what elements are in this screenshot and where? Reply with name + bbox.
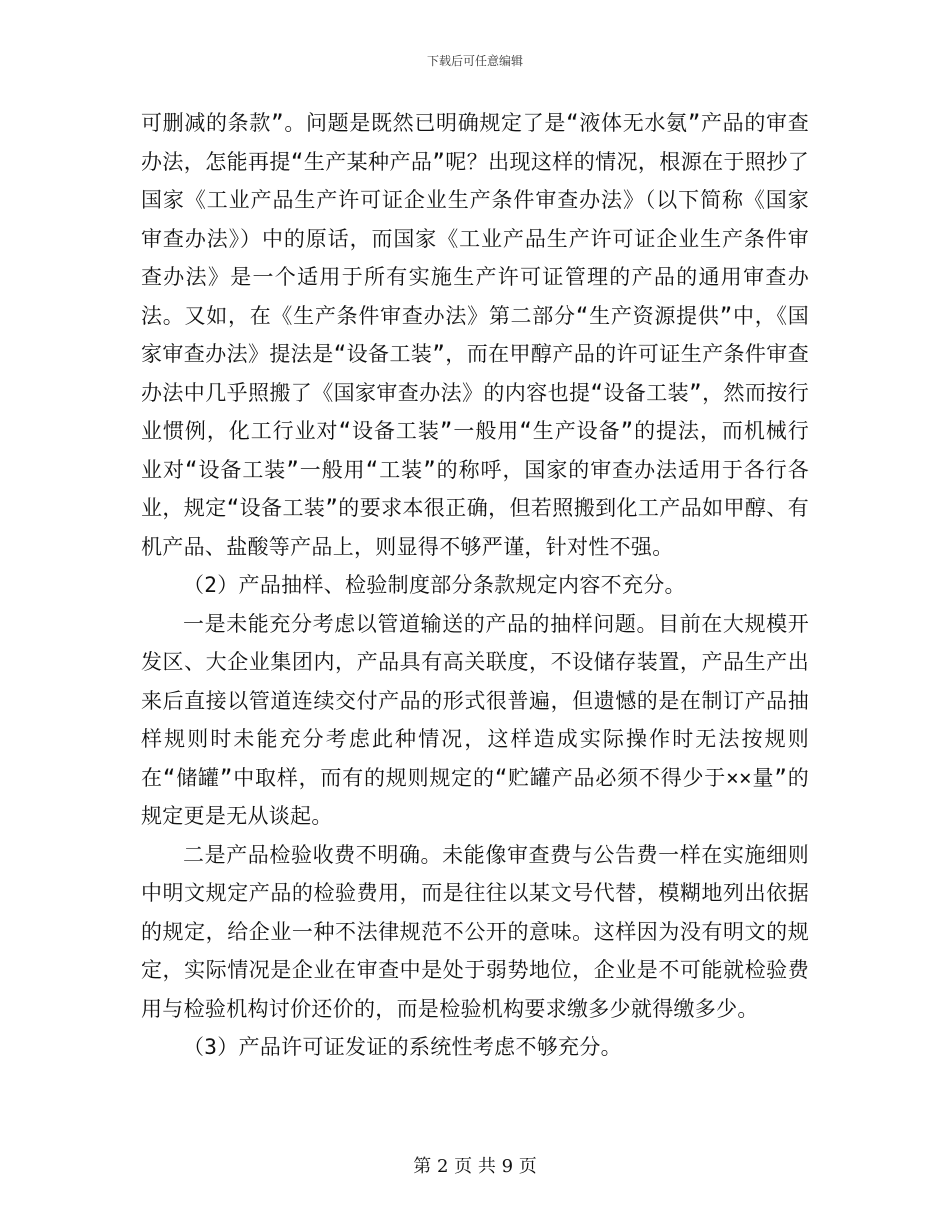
paragraph-section-2-heading: （2）产品抽样、检验制度部分条款规定内容不充分。	[183, 573, 686, 597]
page-number-footer: 第 2 页 共 9 页	[413, 1156, 537, 1177]
document-body	[141, 104, 809, 1067]
paragraph-section-3-heading: （3）产品许可证发证的系统性考虑不够充分。	[183, 1035, 622, 1059]
paragraph-sampling-issue: 一是未能充分考虑以管道输送的产品的抽样问题。目前在大规模开发区、大企业集团内，产品具有高关联度，不设储存装置，产品生产出来后直接以管道连续交付产品的形式很普遍，但遗憾的是在制订产品抽样规则时未能充分考虑此种情况，这样造成实际操作时无法按规则在“储罐”中取样，而有的规则规定的“贮罐产品必须不得少于××量”的规定更是无从谈起。	[141, 611, 809, 828]
paragraph-inspection-fee-issue: 二是产品检验收费不明确。未能像审查费与公告费一样在实施细则中明文规定产品的检验费用，而是往往以某文号代替，模糊地列出依据的规定，给企业一种不法律规范不公开的意味。这样因为没有明文的规定，实际情况是企业在审查中是处于弱势地位，企业是不可能就检验费用与检验机构讨价还价的，而是检验机构要求缴多少就得缴多少。	[141, 842, 809, 1021]
page-header: 下载后可任意编辑	[426, 54, 523, 68]
paragraph-continued-text: 可删减的条款”。问题是既然已明确规定了是“液体无水氨”产品的审查办法，怎能再提“生产某种产品”呢？出现这样的情况，根源在于照抄了国家《工业产品生产许可证企业生产条件审查办法》（以下简称《国家审查办法》）中的原话，而国家《工业产品生产许可证企业生产条件审查办法》是一个适用于所有实施生产许可证管理的产品的通用审查办法。又如，在《生产条件审查办法》第二部分“生产资源提供”中，《国家审查办法》提法是“设备工装”，而在甲醇产品的许可证生产条件审查办法中几乎照搬了《国家审查办法》的内容也提“设备工装”，然而按行业惯例，化工行业对“设备工装”一般用“生产设备”的提法，而机械行业对“设备工装”一般用“工装”的称呼，国家的审查办法适用于各行各业，规定“设备工装”的要求本很正确，但若照搬到化工产品如甲醇、有机产品、盐酸等产品上，则显得不够严谨，针对性不强。	[141, 111, 809, 559]
